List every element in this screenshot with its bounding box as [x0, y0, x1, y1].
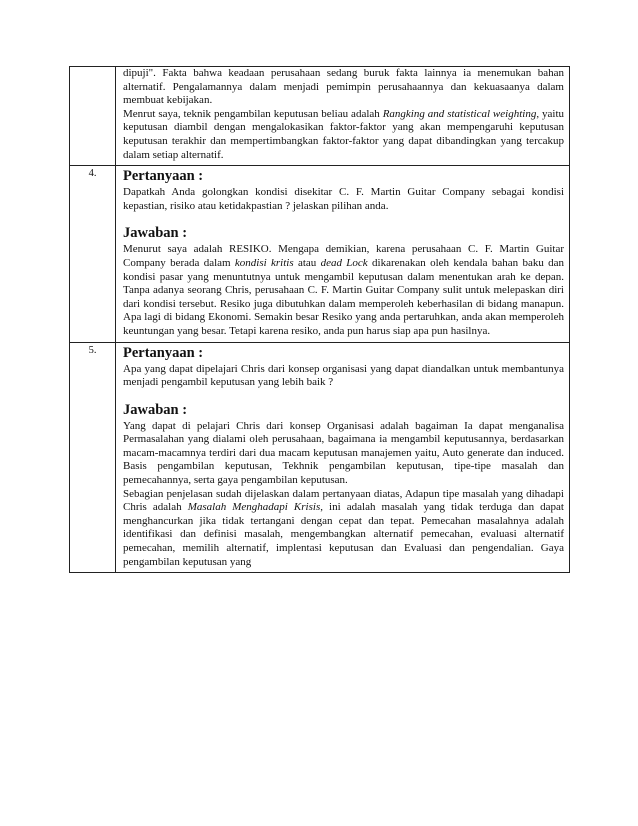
row-content [116, 166, 570, 342]
text-segment: Menrut saya, teknik pengambilan keputusan beliau adalah [123, 107, 383, 120]
answer-text [123, 420, 564, 488]
table-row [70, 166, 570, 342]
text-segment: Menurut saya adalah RESIKO. Mengapa demikian, karena perusahaan C. F. Martin Guitar Company berada dalam [123, 243, 564, 269]
answer-text [123, 243, 564, 338]
question-text: Dapatkah Anda golongkan kondisi disekitar C. F. Martin Guitar Company sebagai kondisi kepastian, risiko atau ketidakpastian ? jelaskan pilihan anda. [123, 186, 564, 212]
text-segment: , yaitu keputusan diambil dengan mengalokasikan faktor-faktor yang akan mempengaruhi keputusan keputusan terakhir dan mempertimbangkan faktor-faktor yang dapat dibandingkan yang tercakup dalam setiap alternatif. [123, 107, 565, 161]
question-heading: Pertanyaan : [123, 168, 204, 185]
paragraph [123, 67, 564, 108]
paragraph [123, 108, 564, 162]
italic-term: dead Lock [320, 256, 368, 269]
text-segment: dipuji". Fakta bahwa keadaan perusahaan sedang buruk fakta lainnya ia menemukan bahan alternatif. Pengalamannya dalam menjadi pemimpin perusahaannya dan kekuasaanya dalam membuat kebijakan. [123, 67, 564, 107]
question-text: Apa yang dapat dipelajari Chris dari konsep organisasi yang dapat diandalkan untuk membantunya menjadi pengambil keputusan yang lebih baik ? [123, 362, 564, 389]
text-segment: Sebagian penjelasan sudah dijelaskan dalam pertanyaan diatas, Adapun tipe masalah yang dihadapi Chris adalah [123, 487, 564, 514]
table-row [70, 342, 570, 573]
row-content [116, 342, 570, 573]
row-number: 4. [70, 166, 116, 342]
qa-table [69, 66, 570, 573]
italic-term: Rangking and statistical weighting [382, 107, 537, 120]
row-number: 5. [70, 342, 116, 573]
text-segment: dikarenakan oleh kendala bahan baku dan kondisi pasar yang menuntutnya untuk mengambil keputusan dalam menentukan arah ke depan. Tanpa adanya seorang Chris, perusahaan C. F. Martin Guitar Company sulit untuk melepaskan diri dari kondisi tersebut. Resiko juga dibutuhkan dalam memperoleh keberhasilan di bidang manapun. Apa lagi di bidang Ekonomi. Semakin besar Resiko yang anda pertaruhkan, anda akan memperoleh keuntungan yang besar. Tetapi karena resiko, anda pun harus siap apa pun hasilnya. [123, 256, 565, 337]
row-content [116, 67, 570, 166]
text-segment: , ini adalah masalah yang tidak terduga dan dapat menghancurkan jika tidak tertangani dengan cepat dan tepat. Pemecahan masalahnya adalah identifikasi dan definisi masalah, mengembangkan alternatif pemecahan, evaluasi alternatif pemecahan, memilih alternatif, implentasi keputusan dan Evaluasi dan pengendalian. Gaya pengambilan keputusan yang [123, 501, 564, 568]
table-row [70, 67, 570, 166]
italic-term: Masalah Menghadapi Krisis [187, 501, 321, 514]
italic-term: kondisi kritis [234, 256, 294, 269]
answer-heading: Jawaban : [123, 401, 188, 418]
question-heading: Pertanyaan : [123, 344, 204, 361]
answer-heading: Jawaban : [123, 225, 188, 242]
answer-text [123, 488, 564, 570]
text-segment: Yang dapat di pelajari Chris dari konsep Organisasi adalah bagaiman Ia dapat menganalisa Permasalahan yang dialami oleh perusahaan, bagaimana ia mengambil keputusannya, berdasarkan macam-macamnya terdiri dari dua macam keputusan manajemen yaitu, Auto generate dan induced. Basis pengambilan keputusan, Tekhnik pengambilan keputusan, tipe-tipe masalah dan pemecahannya, serta gaya pengambilan keputusan. [123, 419, 564, 487]
row-number [70, 67, 116, 166]
text-segment: atau [293, 256, 321, 269]
